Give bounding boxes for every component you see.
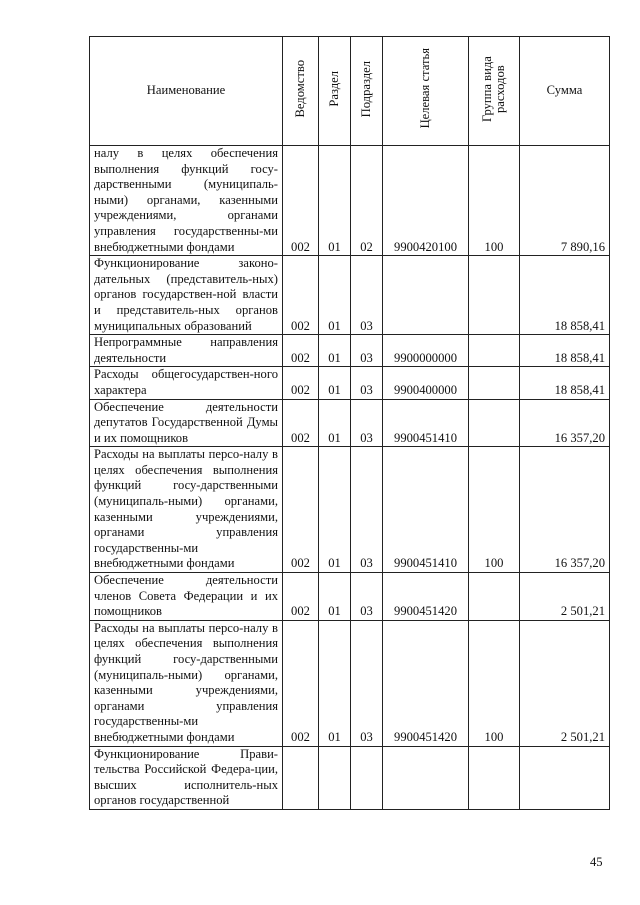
row-group	[469, 746, 520, 809]
page-number: 45	[590, 855, 603, 869]
table-row	[90, 573, 610, 621]
row-name: налу в целях обеспечения выполнения функций госу-дарственными (муниципаль-ными) органами, казенными учреждениями, органами управления государственны-ми внебюджетными фондами	[90, 146, 283, 256]
row-section: 01	[319, 399, 351, 447]
row-name: Непрограммные направления деятельности	[90, 335, 283, 367]
row-target	[383, 746, 469, 809]
row-subsection: 03	[351, 367, 383, 399]
table-row	[90, 399, 610, 447]
row-sum: 7 890,16	[520, 146, 610, 256]
row-subsection: 03	[351, 335, 383, 367]
table-row	[90, 746, 610, 809]
row-group	[469, 399, 520, 447]
row-section: 01	[319, 335, 351, 367]
row-group	[469, 335, 520, 367]
row-section: 01	[319, 367, 351, 399]
row-name: Обеспечение деятельности депутатов Государственной Думы и их помощников	[90, 399, 283, 447]
row-group	[469, 367, 520, 399]
row-section	[319, 746, 351, 809]
row-section: 01	[319, 256, 351, 335]
row-section: 01	[319, 573, 351, 621]
table-body	[90, 146, 610, 810]
row-name: Расходы общегосударствен-ного характера	[90, 367, 283, 399]
header-dept: Ведомство	[283, 37, 319, 146]
row-subsection: 02	[351, 146, 383, 256]
row-target: 9900451410	[383, 399, 469, 447]
row-group: 100	[469, 146, 520, 256]
table-row	[90, 335, 610, 367]
row-sum	[520, 746, 610, 809]
table-row	[90, 146, 610, 256]
table-header	[90, 37, 610, 146]
row-dept: 002	[283, 573, 319, 621]
row-name: Расходы на выплаты персо-налу в целях обеспечения выполнения функций госу-дарственными (муниципаль-ными) органами, казенными учреждениями, органами управления государственны-ми внебюджетными фондами	[90, 620, 283, 746]
row-sum: 18 858,41	[520, 367, 610, 399]
row-group	[469, 573, 520, 621]
header-name: Наименование	[90, 37, 283, 146]
row-name: Расходы на выплаты персо-налу в целях обеспечения выполнения функций госу-дарственными (муниципаль-ными) органами, казенными учреждениями, органами управления государственны-ми внебюджетными фондами	[90, 447, 283, 573]
table-row	[90, 256, 610, 335]
row-dept: 002	[283, 620, 319, 746]
row-target: 9900420100	[383, 146, 469, 256]
row-dept: 002	[283, 447, 319, 573]
row-group: 100	[469, 620, 520, 746]
table-row	[90, 367, 610, 399]
row-group	[469, 256, 520, 335]
row-sum: 16 357,20	[520, 399, 610, 447]
row-dept: 002	[283, 146, 319, 256]
row-subsection: 03	[351, 447, 383, 573]
table-row	[90, 620, 610, 746]
header-section: Раздел	[319, 37, 351, 146]
row-sum: 16 357,20	[520, 447, 610, 573]
row-target: 9900451410	[383, 447, 469, 573]
row-sum: 2 501,21	[520, 620, 610, 746]
row-name: Функционирование Прави-тельства Российской Федера-ции, высших исполнитель-ных органов государственной	[90, 746, 283, 809]
budget-table	[89, 36, 610, 810]
row-dept: 002	[283, 256, 319, 335]
row-dept	[283, 746, 319, 809]
header-target: Целевая статья	[383, 37, 469, 146]
header-group: Группа вида расходов	[469, 37, 520, 146]
row-subsection	[351, 746, 383, 809]
row-subsection: 03	[351, 256, 383, 335]
row-sum: 2 501,21	[520, 573, 610, 621]
row-target: 9900451420	[383, 573, 469, 621]
header-sum: Сумма	[520, 37, 610, 146]
row-sum: 18 858,41	[520, 256, 610, 335]
row-group: 100	[469, 447, 520, 573]
row-target	[383, 256, 469, 335]
row-target: 9900000000	[383, 335, 469, 367]
row-subsection: 03	[351, 620, 383, 746]
row-dept: 002	[283, 335, 319, 367]
row-sum: 18 858,41	[520, 335, 610, 367]
row-target: 9900400000	[383, 367, 469, 399]
row-section: 01	[319, 620, 351, 746]
header-subsection: Подраздел	[351, 37, 383, 146]
row-subsection: 03	[351, 399, 383, 447]
row-dept: 002	[283, 399, 319, 447]
row-subsection: 03	[351, 573, 383, 621]
row-dept: 002	[283, 367, 319, 399]
row-section: 01	[319, 146, 351, 256]
row-target: 9900451420	[383, 620, 469, 746]
row-name: Функционирование законо-дательных (представитель-ных) органов государствен-ной власти и представитель-ных органов муниципальных образований	[90, 256, 283, 335]
table-row	[90, 447, 610, 573]
row-section: 01	[319, 447, 351, 573]
row-name: Обеспечение деятельности членов Совета Федерации и их помощников	[90, 573, 283, 621]
